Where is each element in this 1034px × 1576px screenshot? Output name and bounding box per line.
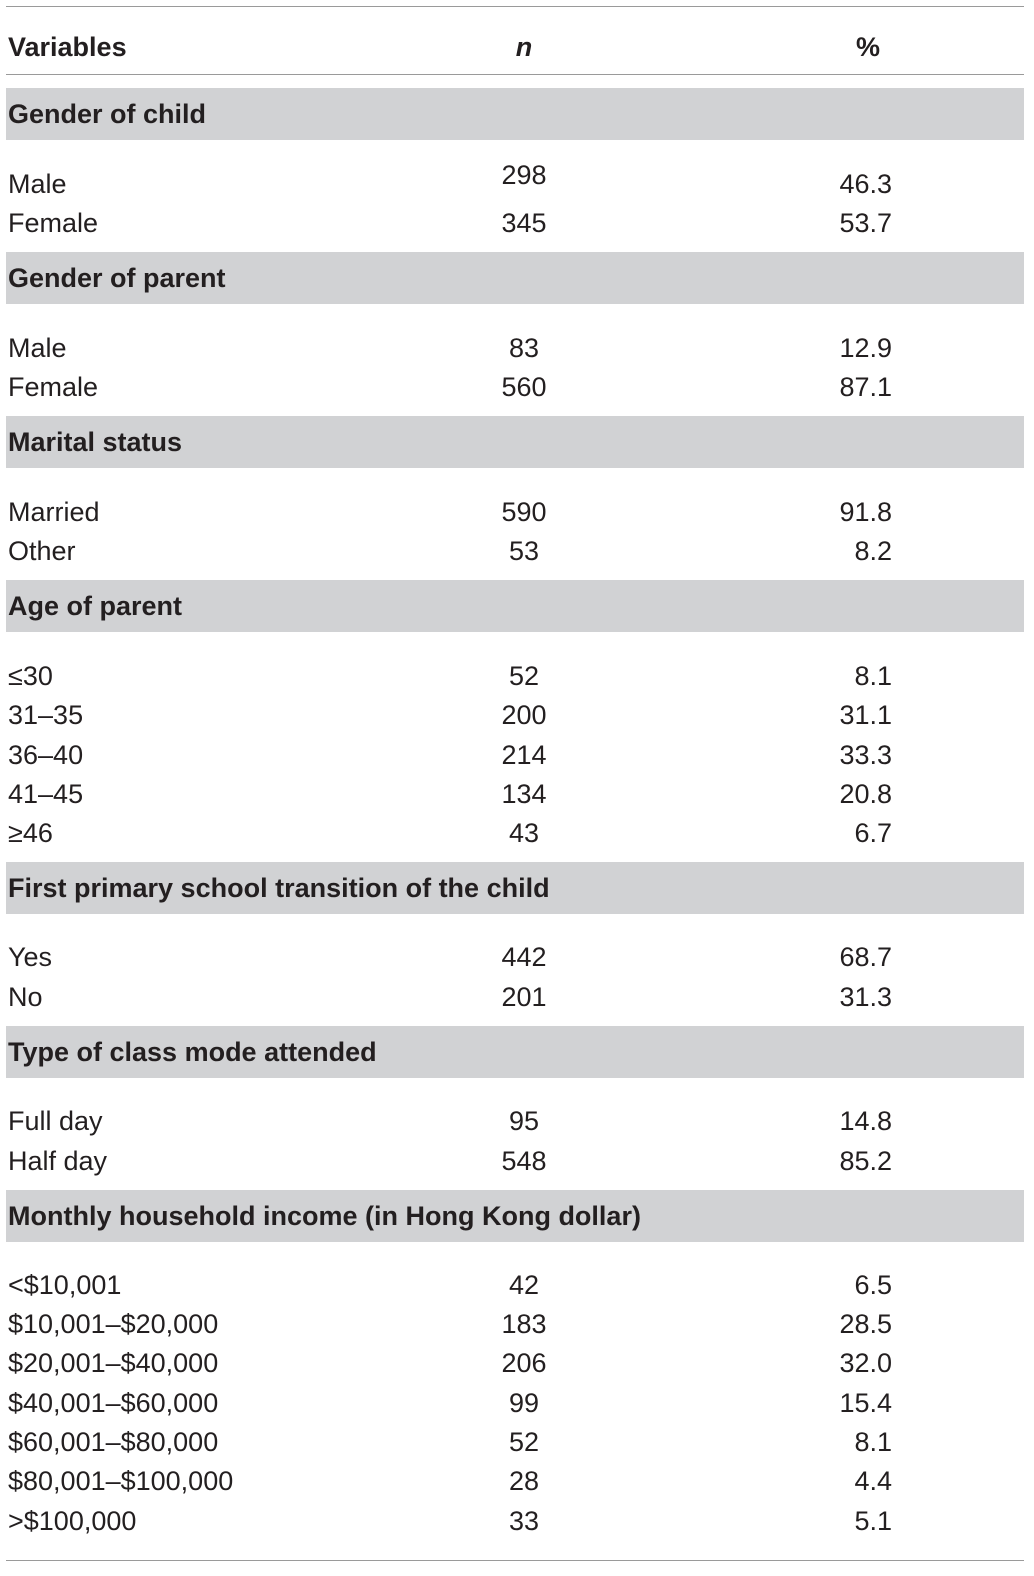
row-label: Female: [8, 208, 99, 238]
column-header-n: n: [515, 32, 533, 62]
row-label: Half day: [8, 1146, 108, 1176]
row-percent: 53.7: [839, 208, 892, 238]
column-header-percent: %: [855, 32, 880, 62]
row-n: 590: [501, 497, 547, 527]
row-n: 442: [501, 942, 547, 972]
row-n: 43: [508, 818, 540, 848]
row-percent: 4.4: [854, 1466, 892, 1496]
row-percent: 87.1: [839, 372, 892, 402]
row-label: ≤30: [8, 661, 53, 691]
row-label: 36–40: [8, 740, 84, 770]
row-percent: 20.8: [839, 779, 892, 809]
section-title: Age of parent: [8, 591, 183, 621]
row-percent: 46.3: [839, 169, 892, 199]
row-percent: 33.3: [839, 740, 892, 770]
row-n: 206: [501, 1348, 547, 1378]
section-title: Gender of parent: [8, 263, 226, 293]
row-percent: 28.5: [839, 1309, 892, 1339]
row-label: No: [8, 982, 43, 1012]
row-label: 41–45: [8, 779, 84, 809]
row-n: 33: [508, 1506, 540, 1536]
row-percent: 8.2: [854, 536, 892, 566]
table-bottom-rule: [6, 1560, 1024, 1561]
row-label: $40,001–$60,000: [8, 1388, 219, 1418]
row-label: 31–35: [8, 700, 84, 730]
row-n: 134: [501, 779, 547, 809]
row-n: 548: [501, 1146, 547, 1176]
row-n: 298: [501, 160, 547, 190]
section-title: Gender of child: [8, 99, 207, 129]
section-title: First primary school transition of the child: [8, 873, 550, 903]
row-percent: 32.0: [839, 1348, 892, 1378]
row-n: 345: [501, 208, 547, 238]
row-percent: 91.8: [839, 497, 892, 527]
row-n: 95: [508, 1106, 540, 1136]
row-percent: 31.3: [839, 982, 892, 1012]
row-percent: 8.1: [854, 661, 892, 691]
row-n: 214: [501, 740, 547, 770]
row-percent: 12.9: [839, 333, 892, 363]
row-percent: 5.1: [854, 1506, 892, 1536]
row-percent: 14.8: [839, 1106, 892, 1136]
row-percent: 15.4: [839, 1388, 892, 1418]
header-rule: [6, 74, 1024, 75]
section-title: Marital status: [8, 427, 183, 457]
row-label: >$100,000: [8, 1506, 137, 1536]
row-label: Female: [8, 372, 99, 402]
row-label: Full day: [8, 1106, 103, 1136]
row-label: $60,001–$80,000: [8, 1427, 219, 1457]
row-label: Married: [8, 497, 100, 527]
row-percent: 6.7: [854, 818, 892, 848]
row-n: 52: [508, 1427, 540, 1457]
row-label: $80,001–$100,000: [8, 1466, 234, 1496]
row-percent: 8.1: [854, 1427, 892, 1457]
row-label: $20,001–$40,000: [8, 1348, 219, 1378]
row-label: ≥46: [8, 818, 53, 848]
row-label: Male: [8, 333, 67, 363]
row-percent: 68.7: [839, 942, 892, 972]
row-n: 201: [501, 982, 547, 1012]
table-top-rule: [6, 6, 1024, 7]
row-n: 83: [508, 333, 540, 363]
row-n: 53: [508, 536, 540, 566]
row-percent: 31.1: [839, 700, 892, 730]
row-label: Yes: [8, 942, 53, 972]
section-title: Type of class mode attended: [8, 1037, 377, 1067]
row-percent: 6.5: [854, 1270, 892, 1300]
row-n: 52: [508, 661, 540, 691]
row-n: 99: [508, 1388, 540, 1418]
row-n: 560: [501, 372, 547, 402]
row-n: 28: [508, 1466, 540, 1496]
row-label: Male: [8, 169, 67, 199]
row-percent: 85.2: [839, 1146, 892, 1176]
row-n: 200: [501, 700, 547, 730]
row-label: Other: [8, 536, 76, 566]
row-n: 183: [501, 1309, 547, 1339]
row-label: <$10,001: [8, 1270, 122, 1300]
column-header-variables: Variables: [8, 32, 127, 62]
row-label: $10,001–$20,000: [8, 1309, 219, 1339]
section-title: Monthly household income (in Hong Kong dollar): [8, 1201, 641, 1231]
row-n: 42: [508, 1270, 540, 1300]
